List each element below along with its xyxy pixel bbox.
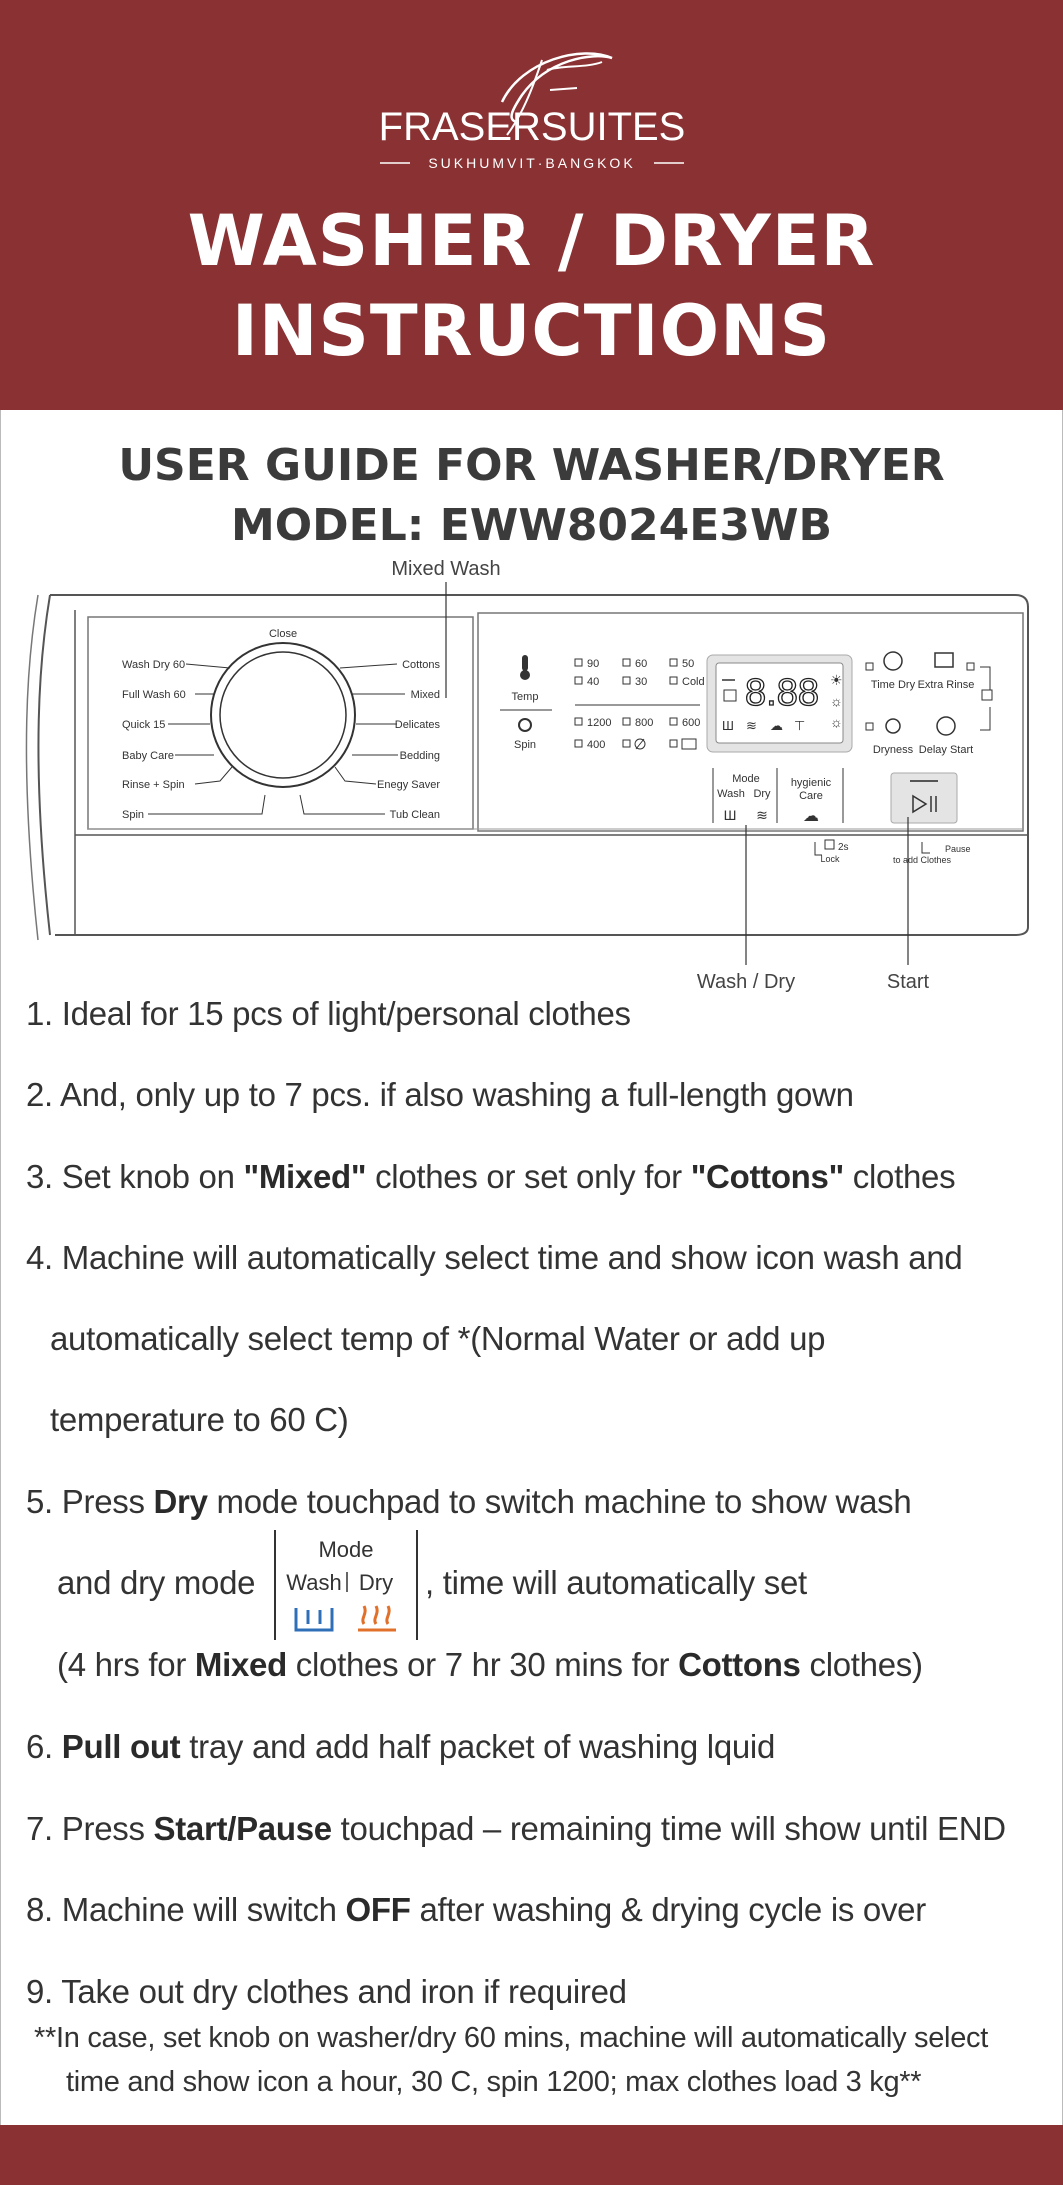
step-9: 9. Take out dry clothes and iron if required [26,1973,627,2010]
step-5: 5. Press Dry mode touchpad to switch machine to show wash [26,1483,912,1520]
callout-start: Start [886,971,930,993]
wash-label-small: Wash [717,788,745,800]
spin-800: 800 [635,717,654,729]
program-full-wash-60: Full Wash 60 [122,689,186,701]
care-label: Care [799,790,823,802]
note-line2: time and show icon a hour, 30 C, spin 1200; max clothes load 3 kg** [66,2066,922,2098]
extra-rinse-icon [935,653,953,667]
step-4: 4. Machine will automatically select time and show icon wash and [26,1239,963,1276]
program-wash-dry-60: Wash Dry 60 [122,659,186,671]
callout-wash-dry: Wash / Dry [696,971,796,993]
hygienic-care-icon: ☁ [803,808,819,825]
hygienic-label: hygienic [790,777,832,789]
temp-40: 40 [587,676,600,688]
thermometer-icon [522,655,528,671]
callout-mixed-wash: Mixed Wash [391,558,501,580]
brand-logo [0,40,1063,180]
control-panel-diagram [0,555,1063,995]
step-5-line3: (4 hrs for Mixed clothes or 7 hr 30 mins for Cottons clothes) [57,1646,923,1683]
dry-icon-small: ≋ [756,807,768,823]
step-8: 8. Machine will switch OFF after washing & drying cycle is over [26,1891,926,1928]
time-dry-label: Time Dry [870,679,916,691]
step-1: 1. Ideal for 15 pcs of light/personal clothes [26,995,631,1032]
program-energy-saver: Enegy Saver [377,779,440,791]
extra-rinse-label: Extra Rinse [917,679,975,691]
program-bedding: Bedding [399,750,440,762]
program-quick-15: Quick 15 [122,719,166,731]
pause-label: Pause [945,844,971,854]
delay-start-icon [937,717,955,735]
program-rinse-spin: Rinse + Spin [122,779,185,791]
program-spin: Spin [122,809,145,821]
cool-sun-icon: ☼ [830,714,843,730]
temp-30: 30 [635,676,648,688]
wash-dry-mode-icon-box [274,1530,418,1640]
dry-icon [358,1606,396,1630]
wash-icon-small: Ш [723,807,737,823]
rinse-hold-icon [682,739,696,749]
temp-cold: Cold [682,676,705,688]
spin-icon [519,719,531,731]
dryness-label: Dryness [872,744,914,756]
dryness-icon [886,719,900,733]
temp-60: 60 [635,658,648,670]
spin-1200: 1200 [587,717,612,729]
spin-400: 400 [587,739,606,751]
brand-location: SUKHUMVIT·BANGKOK [427,155,636,171]
brand-name: FRASERSUITES [378,105,685,149]
display-digits: 8.88 [745,672,819,714]
temp-90: 90 [587,658,600,670]
lock-icon [825,840,834,849]
program-baby-care: Baby Care [122,750,174,762]
time-dry-icon [884,652,902,670]
step-5-line2a: and dry mode [57,1564,256,1601]
header-banner [0,0,1063,410]
step-4-line3: temperature to 60 C) [50,1401,349,1438]
pause-sub-label: to add Clothes [892,855,952,865]
lock-time: 2s [838,842,849,853]
footer-bar [0,2125,1063,2185]
dry-mini-icon: ≋ [746,718,757,733]
mode-box-wash: Wash [286,1570,342,1595]
mode-box-title: Mode [318,1537,374,1562]
mode-box-dry: Dry [358,1570,394,1595]
step-2: 2. And, only up to 7 pcs. if also washing a full-length gown [26,1076,854,1113]
hygienic-mini-icon: ☁ [770,718,783,733]
step-3: 3. Set knob on "Mixed" clothes or set only for "Cottons" clothes [26,1158,956,1195]
guide-title: USER GUIDE FOR WASHER/DRYER [118,440,945,491]
model-title: MODEL: EWW8024E3WB [230,500,833,551]
dry-label-small: Dry [753,788,771,800]
step-5-line2b: , time will automatically set [425,1564,807,1601]
shirt-mini-icon: ⊤ [794,718,806,733]
temp-50: 50 [682,658,695,670]
delay-start-label: Delay Start [918,744,974,756]
note-line1: **In case, set knob on washer/dry 60 mins, machine will automatically select [34,2022,988,2054]
step-6: 6. Pull out tray and add half packet of washing lquid [26,1728,776,1765]
mode-label-small: Mode [732,773,760,785]
temp-label: Temp [511,691,539,703]
page-title-line1: WASHER / DRYER [187,200,876,282]
program-mixed: Mixed [410,689,440,701]
half-sun-icon: ☼ [830,693,843,709]
spin-600: 600 [682,717,701,729]
program-delicates: Delicates [394,719,440,731]
sun-icon: ☀ [830,672,843,688]
wash-mini-icon: Ш [722,718,734,733]
program-cottons: Cottons [402,659,440,671]
step-4-line2: automatically select temp of *(Normal Water or add up [50,1320,826,1357]
step-7: 7. Press Start/Pause touchpad – remaining time will show until END [26,1810,1006,1847]
lock-label: Lock [820,854,840,864]
page-title-line2: INSTRUCTIONS [231,290,832,372]
program-tub-clean: Tub Clean [389,809,440,821]
knob-close-label: Close [268,628,298,640]
wash-icon [296,1608,332,1630]
spin-label: Spin [513,739,537,751]
